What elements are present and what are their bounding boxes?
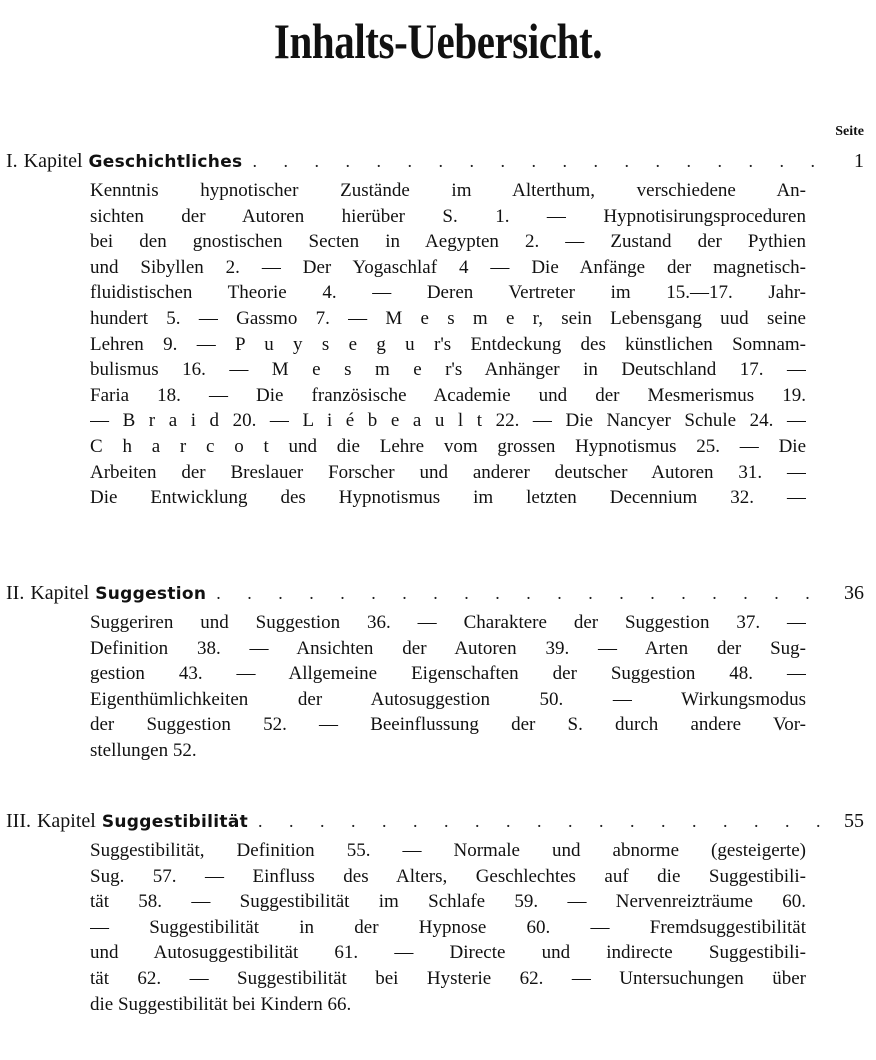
chapter-summary: [90, 610, 806, 764]
summary-line: und Autosuggestibilität 61. — Directe und indirecte Suggestibili-: [90, 942, 806, 964]
page-column-header: Seite: [835, 124, 864, 139]
summary-line: fluidistischen Theorie 4. — Deren Vertreter im 15.—17. Jahr-: [90, 282, 806, 304]
chapter-1: [6, 148, 864, 511]
chapter-label: Kapitel: [36, 810, 96, 832]
summary-line: Faria 18. — Die französische Academie und der Mesmerismus 19.: [90, 384, 806, 406]
summary-line: hundert 5. — Gassmo 7. — M e s m e r, sein Lebensgang uud seine: [90, 307, 806, 329]
summary-line: bulismus 16. — M e s m e r's Anhänger in Deutschland 17. —: [90, 359, 806, 381]
chapter-2: [6, 580, 864, 764]
summary-line: bei den gnostischen Secten in Aegypten 2. — Zustand der Pythien: [90, 231, 806, 253]
summary-line: Kenntnis hypnotischer Zustände im Alterthum, verschiedene An-: [90, 180, 806, 201]
summary-line: — B r a i d 20. — L i é b e a u l t 22. — Die Nancyer Schule 24. —: [90, 410, 806, 432]
summary-line: Eigenthümlichkeiten der Autosuggestion 50. — Wirkungsmodus: [90, 688, 806, 710]
summary-line: die Suggestibilität bei Kindern 66.: [90, 993, 352, 1015]
chapter-number: III.: [6, 810, 31, 832]
summary-line: und Sibyllen 2. — Der Yogaschlaf 4 — Die Anfänge der magnetisch-: [90, 256, 806, 278]
chapter-summary: [90, 838, 806, 1017]
summary-line: stellungen 52.: [90, 739, 197, 761]
chapter-number: II.: [6, 582, 25, 604]
summary-line: Definition 38. — Ansichten der Autoren 39. — Arten der Sug-: [90, 637, 806, 659]
chapter-page-number: 1: [854, 150, 864, 172]
chapter-page-number: 36: [844, 582, 864, 604]
chapter-subject: Suggestibilität: [101, 812, 249, 832]
page-title: Inhalts-Uebersicht.: [273, 13, 603, 69]
chapter-3: [6, 808, 864, 1017]
leader-dots: [242, 148, 840, 174]
chapter-number: I.: [6, 150, 18, 172]
summary-line: tät 62. — Suggestibilität bei Hysterie 62. — Untersuchungen über: [90, 967, 806, 989]
summary-line: Suggestibilität, Definition 55. — Normale und abnorme (gesteigerte): [90, 840, 806, 861]
summary-line: Lehren 9. — P u y s e g u r's Entdeckung des künstlichen Somnam-: [90, 333, 806, 355]
summary-line: der Suggestion 52. — Beeinflussung der S. durch andere Vor-: [90, 714, 806, 736]
summary-line: — Suggestibilität in der Hypnose 60. — Fremdsuggestibilität: [90, 916, 806, 938]
chapter-page-number: 55: [844, 810, 864, 832]
summary-line: Suggeriren und Suggestion 36. — Charaktere der Suggestion 37. —: [90, 612, 806, 633]
chapter-label: Kapitel: [23, 150, 83, 172]
chapter-subject: Geschichtliches: [88, 152, 243, 172]
summary-line: sichten der Autoren hierüber S. 1. — Hypnotisirungsproceduren: [90, 205, 806, 227]
chapter-heading[interactable]: [6, 148, 864, 174]
summary-line: tät 58. — Suggestibilität im Schlafe 59. — Nervenreizträume 60.: [90, 891, 806, 913]
chapter-label: Kapitel: [30, 582, 90, 604]
summary-line: C h a r c o t und die Lehre vom grossen Hypnotismus 25. — Die: [90, 435, 806, 457]
summary-line: gestion 43. — Allgemeine Eigenschaften der Suggestion 48. —: [90, 663, 806, 685]
summary-line: Sug. 57. — Einfluss des Alters, Geschlechtes auf die Suggestibili-: [90, 865, 806, 887]
chapter-heading[interactable]: [6, 580, 864, 606]
chapter-heading[interactable]: [6, 808, 864, 834]
chapter-subject: Suggestion: [95, 584, 207, 604]
summary-line: Die Entwicklung des Hypnotismus im letzten Decennium 32. —: [90, 487, 806, 509]
leader-dots: [206, 580, 836, 606]
summary-line: Arbeiten der Breslauer Forscher und anderer deutscher Autoren 31. —: [90, 461, 806, 483]
chapter-summary: [90, 178, 806, 511]
leader-dots: [248, 808, 836, 834]
